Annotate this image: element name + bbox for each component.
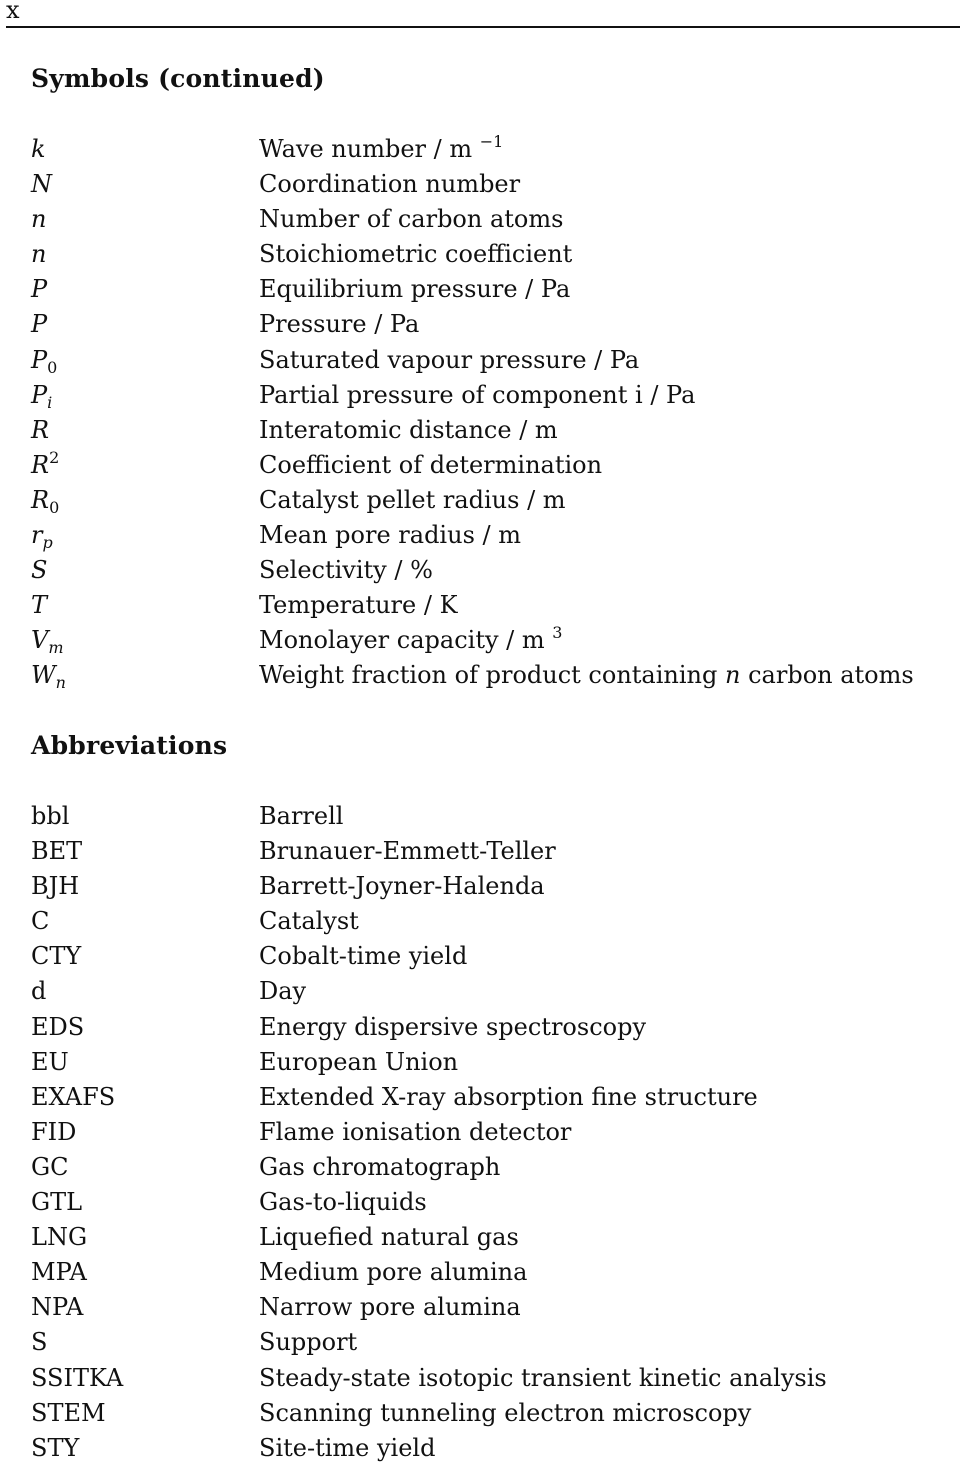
symbol-row (31, 518, 951, 553)
symbol-row (31, 413, 951, 448)
abbreviation-term: FID (31, 1117, 77, 1146)
abbreviation-description: Liquefied natural gas (259, 1223, 519, 1252)
abbreviation-term: GC (31, 1152, 69, 1181)
abbreviation-description: Extended X-ray absorption fine structure (259, 1082, 758, 1111)
symbol-description-variable: n (725, 661, 741, 690)
abbreviation-row (31, 1220, 951, 1255)
symbol-description-text: Saturated vapour pressure / Pa (259, 345, 640, 374)
symbol-letter: r (31, 521, 43, 550)
symbol-subscript: i (47, 392, 53, 412)
abbreviation-description: Gas chromatograph (259, 1152, 501, 1181)
abbreviation-row (31, 1150, 951, 1185)
symbol-row (31, 272, 951, 307)
symbol-description-text: Wave number / m (259, 135, 473, 163)
symbol-row (31, 553, 951, 588)
symbol-description (259, 623, 562, 658)
abbreviation-row (31, 1290, 951, 1325)
symbol-letter: V (31, 626, 49, 655)
abbreviation-term: MPA (31, 1258, 87, 1287)
symbol-letter: k (31, 135, 46, 163)
symbol-row (31, 378, 951, 413)
symbol-term (31, 448, 59, 483)
symbol-description (259, 483, 566, 518)
header-rule (6, 26, 960, 28)
abbreviation-row (31, 1255, 951, 1290)
symbol-description (259, 553, 433, 588)
abbreviations-list (31, 799, 951, 1466)
abbreviation-description: Cobalt-time yield (259, 942, 468, 971)
symbol-description-text: Number of carbon atoms (259, 205, 564, 234)
abbreviation-description: Flame ionisation detector (259, 1117, 572, 1146)
symbols-heading: Symbols (continued) (31, 64, 325, 93)
symbol-description (259, 343, 639, 378)
symbol-term (31, 167, 52, 202)
page-number: x (6, 0, 20, 24)
symbol-description (259, 237, 572, 272)
symbol-row (31, 202, 951, 237)
abbreviation-row (31, 1325, 951, 1360)
abbreviation-term: SSITKA (31, 1363, 124, 1392)
symbol-term (31, 483, 59, 518)
abbreviation-row (31, 1010, 951, 1045)
symbol-description-text: Temperature / K (259, 591, 458, 620)
symbol-subscript: 0 (49, 497, 60, 517)
symbol-row (31, 448, 951, 483)
abbreviation-term: bbl (31, 802, 70, 830)
symbol-description (259, 272, 570, 307)
symbol-term (31, 237, 46, 272)
symbol-description-text: Interatomic distance / m (259, 415, 558, 444)
symbol-row (31, 343, 951, 378)
symbol-term (31, 202, 46, 237)
abbreviation-description: Brunauer-Emmett-Teller (259, 837, 556, 866)
symbol-subscript: p (42, 533, 53, 553)
symbol-row (31, 132, 951, 167)
abbreviation-description: Narrow pore alumina (259, 1293, 521, 1322)
symbol-description-text: Monolayer capacity / m (259, 626, 545, 655)
abbreviation-description: Steady-state isotopic transient kinetic analysis (259, 1363, 827, 1392)
symbol-letter: R (31, 450, 50, 479)
abbreviation-term: d (31, 977, 47, 1006)
unit-exponent: 3 (552, 623, 563, 643)
abbreviation-description: Site-time yield (259, 1433, 436, 1462)
symbol-description-text: Partial pressure of component i / Pa (259, 380, 696, 409)
symbol-term (31, 132, 46, 167)
abbreviation-row (31, 904, 951, 939)
abbreviation-term: EDS (31, 1012, 85, 1041)
abbreviation-row (31, 834, 951, 869)
abbreviation-description: Scanning tunneling electron microscopy (259, 1398, 752, 1427)
symbol-term (31, 623, 64, 658)
symbol-description-text: Selectivity / % (259, 556, 433, 585)
symbol-description-tail: carbon atoms (748, 661, 914, 690)
abbreviation-term: EU (31, 1047, 69, 1076)
symbol-row (31, 307, 951, 342)
symbol-term (31, 658, 66, 693)
abbreviations-heading: Abbreviations (31, 731, 228, 760)
symbol-description-text: Coordination number (259, 170, 521, 199)
symbol-letter: N (31, 170, 52, 199)
symbol-letter: S (31, 556, 48, 585)
symbol-letter: n (31, 240, 47, 269)
symbol-description (259, 167, 520, 202)
symbol-description (259, 307, 419, 342)
abbreviation-description: Energy dispersive spectroscopy (259, 1012, 646, 1041)
abbreviation-term: BJH (31, 872, 80, 901)
symbol-letter: P (31, 275, 48, 304)
symbol-subscript: 0 (47, 357, 58, 377)
abbreviation-row (31, 1045, 951, 1080)
abbreviation-term: LNG (31, 1223, 88, 1252)
abbreviation-row (31, 1115, 951, 1150)
symbol-term (31, 343, 57, 378)
symbol-description-text: Pressure / Pa (259, 310, 420, 339)
symbol-letter: n (31, 205, 47, 234)
abbreviation-term: C (31, 907, 50, 936)
abbreviation-row (31, 869, 951, 904)
symbol-letter: R (31, 415, 50, 444)
symbol-letter: R (31, 485, 50, 514)
abbreviation-term: CTY (31, 942, 82, 971)
unit-exponent: −1 (479, 132, 504, 151)
symbol-row (31, 237, 951, 272)
abbreviation-row (31, 1361, 951, 1396)
abbreviation-row (31, 939, 951, 974)
symbol-letter: P (31, 380, 48, 409)
abbreviation-row (31, 974, 951, 1009)
symbol-term (31, 413, 49, 448)
symbol-description (259, 413, 558, 448)
symbol-letter: T (31, 591, 48, 620)
abbreviation-row (31, 1185, 951, 1220)
abbreviation-description: Support (259, 1328, 358, 1357)
symbol-superscript: 2 (49, 447, 60, 467)
symbol-row (31, 588, 951, 623)
symbol-row (31, 167, 951, 202)
symbol-term (31, 553, 47, 588)
symbol-row (31, 483, 951, 518)
symbol-row (31, 623, 951, 658)
abbreviation-description: Medium pore alumina (259, 1258, 528, 1287)
abbreviation-description: Barrell (259, 802, 344, 830)
symbol-term (31, 378, 52, 413)
abbreviation-term: STY (31, 1433, 80, 1462)
symbol-description (259, 448, 602, 483)
symbol-description-text: Catalyst pellet radius / m (259, 485, 566, 514)
abbreviation-term: NPA (31, 1293, 84, 1322)
symbol-subscript: m (48, 638, 64, 658)
symbol-term (31, 272, 47, 307)
symbol-description (259, 658, 914, 693)
abbreviation-row (31, 1431, 951, 1466)
symbol-description (259, 518, 521, 553)
symbol-description (259, 588, 458, 623)
symbol-term (31, 518, 53, 553)
symbol-description (259, 202, 563, 237)
symbol-term (31, 307, 47, 342)
abbreviation-term: BET (31, 837, 83, 866)
symbol-subscript: n (55, 673, 66, 693)
symbol-description-text: Weight fraction of product containing (259, 661, 718, 690)
symbol-description-text: Stoichiometric coefficient (259, 240, 573, 269)
abbreviation-row (31, 1080, 951, 1115)
abbreviation-description: European Union (259, 1047, 459, 1076)
abbreviation-description: Day (259, 977, 307, 1006)
abbreviation-row (31, 799, 951, 834)
symbol-letter: W (31, 661, 56, 690)
symbol-description-text: Mean pore radius / m (259, 521, 521, 550)
symbol-term (31, 588, 47, 623)
page-header (0, 0, 960, 30)
abbreviation-row (31, 1396, 951, 1431)
abbreviation-term: S (31, 1328, 48, 1357)
abbreviation-description: Catalyst (259, 907, 359, 936)
abbreviation-term: EXAFS (31, 1082, 116, 1111)
symbol-description-text: Coefficient of determination (259, 450, 603, 479)
abbreviation-term: STEM (31, 1398, 106, 1427)
abbreviation-description: Barrett-Joyner-Halenda (259, 872, 545, 901)
abbreviation-term: GTL (31, 1188, 83, 1217)
symbol-row (31, 658, 951, 693)
symbols-list (31, 132, 951, 694)
symbol-description-text: Equilibrium pressure / Pa (259, 275, 571, 304)
symbol-letter: P (31, 345, 48, 374)
symbol-description (259, 132, 503, 167)
abbreviation-description: Gas-to-liquids (259, 1188, 427, 1217)
symbol-letter: P (31, 310, 48, 339)
symbol-description (259, 378, 695, 413)
